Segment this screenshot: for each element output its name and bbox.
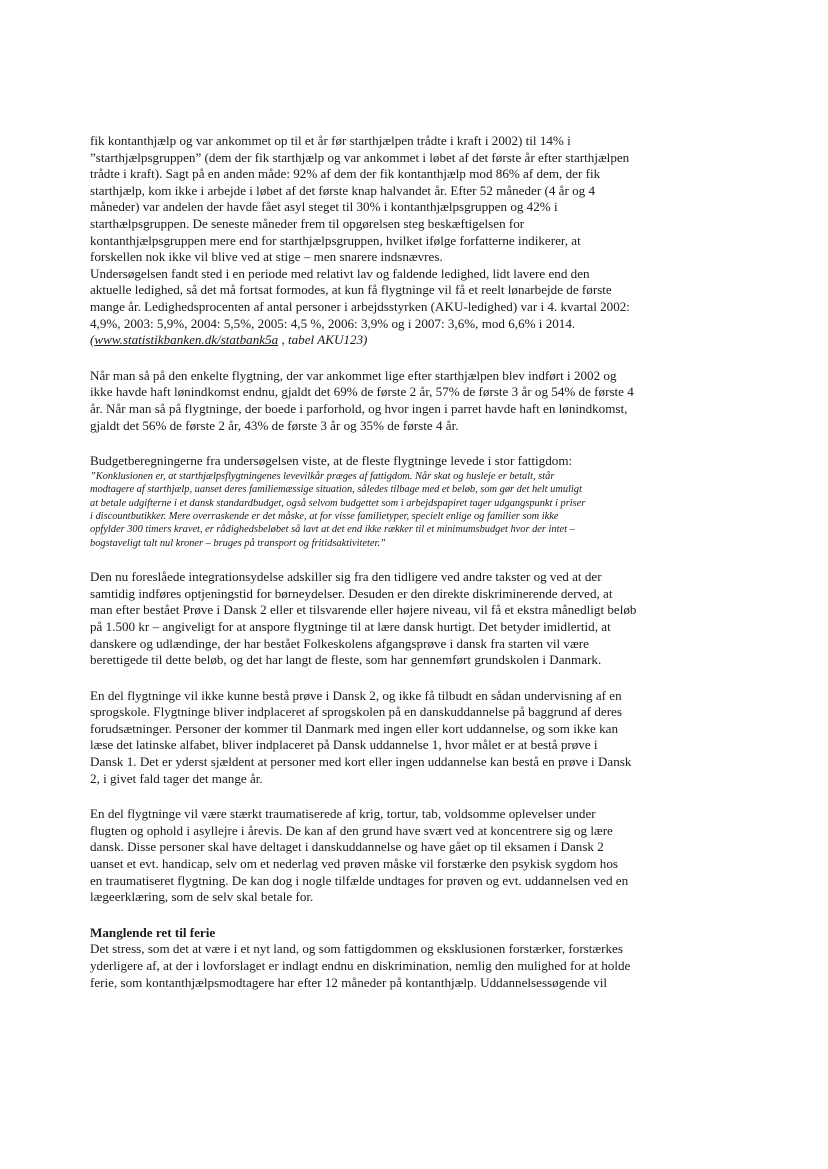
text-line: Budgetberegningerne fra undersøgelsen viste, at de fleste flygtninge levede i stor fattigdom: (90, 453, 573, 469)
text-line: ferie, som kontanthjælpsmodtagere har efter 12 måneder på kontanthjælp. Uddannelsessøgende vil (90, 974, 608, 990)
text-line: danskere og udlændinge, der har bestået Folkeskolens afgangsprøve i dansk fra starten vil være (90, 635, 589, 651)
text-line: en traumatiseret flygtning. De kan dog i nogle tilfælde undtages for prøven og evt. uddannelsen ved en (90, 872, 629, 888)
text-line: sprogskole. Flygtninge bliver indplaceret af sprogskolen på en danskuddannelse på baggrund af deres (90, 704, 622, 720)
quote-line: modtagere af starthjælp, uanset deres familiemæssige situation, således tilbage med et beløb, som gør det helt umuligt (90, 484, 582, 496)
quote-line: at betale udgifterne i et dansk standardbudget, også selvom budgettet som i arbejdspapiret tager udgangspunkt i priser (90, 497, 586, 509)
text-line: trådte i kraft). Sagt på en anden måde: 92% af dem der fik kontanthjælp mod 86% af dem, der fik (90, 166, 601, 182)
text-line: starthjælp, kom ikke i arbejde i løbet af det første knap halvandet år. Efter 52 måneder (4 år og 4 (90, 182, 596, 198)
text-line: forudsætninger. Personer der kommer til Danmark med ingen eller kort uddannelse, og som ikke kan (90, 720, 618, 736)
text-line: yderligere af, at der i lovforslaget er indlagt endnu en diskrimination, nemlig den mulighed for at holde (90, 958, 631, 973)
text-line: ”starthjælpsgruppen” (dem der fik starthjælp og var ankommet i løbet af det første år efter starthjælpen (90, 149, 630, 165)
text-line: starthælpsgruppen. De seneste måneder frem til opgørelsen steg beskæftigelsen for (90, 215, 525, 231)
paragraph-budget-quote (90, 453, 750, 550)
text-line: fik kontanthjælp og var ankommet op til et år før starthjælpen trådte i kraft i 2002) til 14% i (90, 133, 571, 148)
text-line: år. Når man så på flygtninge, der boede i parforhold, og hvor ingen i parret havde haft en lønindkomst, (90, 400, 628, 416)
section-heading: Manglende ret til ferie (90, 924, 216, 940)
text-line: 2, i givet fald tager det mange år. (90, 770, 263, 786)
paragraph-danish-test (90, 688, 750, 788)
section-vacation (90, 925, 750, 991)
text-line: mange år. Ledighedsprocenten af antal personer i arbejdsstyrken (AKU-ledighed) var i 4. kvartal 2002: (90, 298, 630, 314)
text-line: lægeerklæring, som de selv skal betale for. (90, 889, 314, 905)
statistikbanken-link[interactable]: www.statistikbanken.dk/statbank5a (94, 332, 279, 348)
quote-line: bogstaveligt talt nul kroner – bruges på transport og fritidsaktiviteter.” (90, 537, 386, 549)
text-line: ikke havde haft lønindkomst endnu, gjaldt det 69% de første 2 år, 57% de første 3 år og 54% de første 4 (90, 384, 634, 400)
text-line: forskellen nok ikke vil blive ved at stige – men snarere indsnævres. (90, 249, 443, 265)
paragraph-integration-benefit (90, 569, 750, 669)
text-line: En del flygtninge vil ikke kunne bestå prøve i Dansk 2, og ikke få tilbudt en sådan undervisning af en (90, 687, 622, 703)
text-line: Undersøgelsen fandt sted i en periode med relativt lav og faldende ledighed, lidt lavere end den (90, 265, 590, 281)
text-line: læse det latinske alfabet, bliver indplaceret på Dansk uddannelse 1, hvor målet er at bestå prøve i (90, 737, 598, 753)
text-line: samtidig indføres optjeningstid for børneydelser. Desuden er den direkte diskriminerende derved, at (90, 585, 613, 601)
text-line: kontanthjælpsgruppen mere end for starthjælpsgruppen, hvilket ifølge forfatterne indikerer, at (90, 232, 581, 248)
source-open: ( (90, 332, 95, 348)
text-line: på 1.500 kr – angiveligt for at anspore flygtninge til at lære dansk hurtigt. Det betyder imidlertid, at (90, 618, 611, 634)
text-line: berettigede til dette beløb, og det har langt de fleste, som har gennemført grundskolen i Danmark. (90, 652, 602, 668)
paragraph-traumatized (90, 806, 750, 906)
paragraph-individual-refugee (90, 368, 750, 434)
text-line: gjaldt det 56% de første 2 år, 43% de første 3 år og 35% de første 4 år. (90, 417, 459, 433)
source-table: , tabel AKU123) (278, 332, 368, 348)
text-line: uanset et evt. handicap, selv om et nederlag ved prøven måske vil forstærke den psykisk sygdom hos (90, 856, 618, 872)
quote-line: ”Konklusionen er, at starthjælpsflygtningenes levevilkår præges af fattigdom. Når skat og husleje er betalt, står (90, 470, 555, 482)
text-line: Den nu foreslåede integrationsydelse adskiller sig fra den tidligere ved andre takster og ved at der (90, 569, 602, 585)
text-line: man efter bestået Prøve i Dansk 2 eller et tilsvarende eller højere niveau, vil få et ekstra månedligt beløb (90, 602, 637, 618)
text-line: måneder) var andelen der havde fået asyl steget til 30% i kontanthjælpsgruppen og 42% i (90, 199, 558, 215)
text-line: En del flygtninge vil være stærkt traumatiserede af krig, tortur, tab, voldsomme oplevelser under (90, 806, 596, 822)
quote-line: i discountbutikker. Mere overraskende er det måske, at for visse familietyper, specielt enlige og familier som ikke (90, 510, 559, 522)
paragraph-start-help-results (90, 133, 750, 349)
text-line: Dansk 1. Det er yderst sjældent at personer med kort eller ingen uddannelse kan bestå en prøve i Dansk (90, 754, 632, 770)
source-citation (90, 332, 750, 349)
text-line: 4,9%, 2003: 5,9%, 2004: 5,5%, 2005: 4,5 %, 2006: 3,9% og i 2007: 3,6%, mod 6,6% i 2014. (90, 315, 576, 331)
quote-line: opfylder 300 timers kravet, er rådighedsbeløbet så lavt at det end ikke rækker til et minimumsbudget hvor der intet – (90, 524, 575, 536)
text-line: Når man så på den enkelte flygtning, der var ankommet lige efter starthjælpen blev indført i 2002 og (90, 367, 617, 383)
text-line: flugten og ophold i asyllejre i årevis. De kan af den grund have svært ved at koncentrere sig og lære (90, 822, 613, 838)
document-page (90, 133, 750, 1010)
text-line: Det stress, som det at være i et nyt land, og som fattigdommen og eksklusionen forstærker, forstærkes (90, 941, 623, 957)
text-line: aktuelle ledighed, så det må fortsat formodes, at kun få flygtninge vil få et reelt lønarbejde de første (90, 282, 612, 298)
text-line: dansk. Disse personer skal have deltaget i danskuddannelse og have gået op til eksamen i Dansk 2 (90, 839, 604, 855)
